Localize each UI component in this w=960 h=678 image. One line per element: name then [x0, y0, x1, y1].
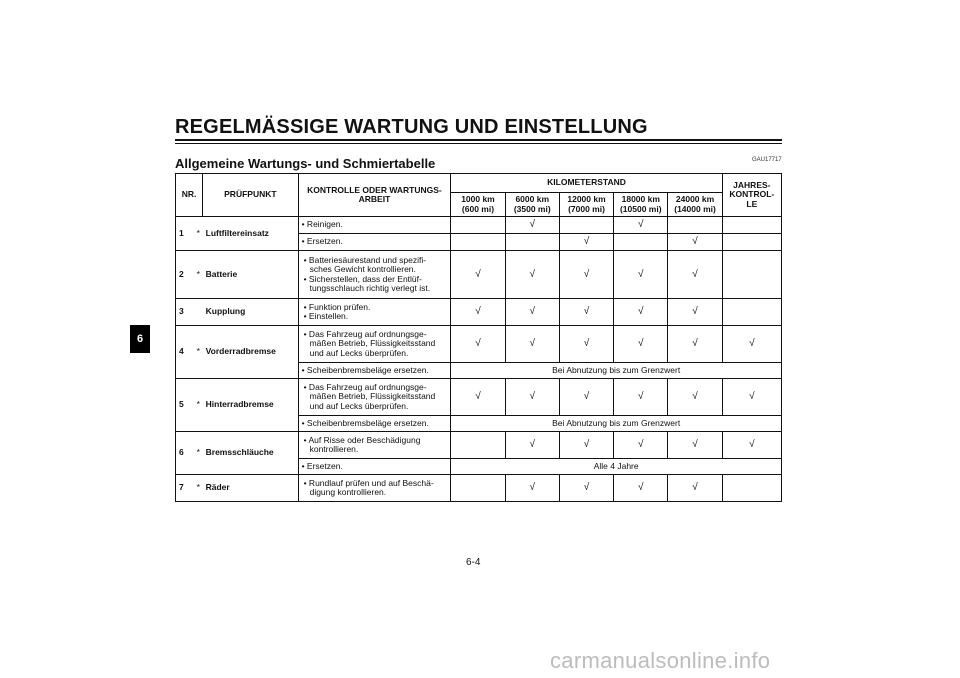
header-km-2: 6000 km (3500 mi) [505, 193, 559, 217]
check-cell: √ [614, 326, 668, 363]
chapter-tab: 6 [130, 325, 150, 353]
header-work [298, 174, 451, 217]
table-row [176, 251, 782, 299]
row-work: • Rundlauf prüfen und auf Beschä- digung kontrollieren. [298, 475, 451, 502]
check-cell: √ [722, 326, 781, 363]
row-star: * [194, 217, 203, 251]
check-cell: √ [559, 432, 613, 459]
header-nr: NR. [176, 174, 203, 217]
row-work: • Auf Risse oder Beschädigung kontrollieren. [298, 432, 451, 459]
row-work: • Das Fahrzeug auf ordnungsge- mäßen Betrieb, Flüssigkeitsstand und auf Lecks überprüfen. [298, 326, 451, 363]
check-cell: √ [451, 326, 505, 363]
check-cell [722, 234, 781, 251]
check-cell: √ [668, 432, 722, 459]
check-cell [559, 217, 613, 234]
check-cell [722, 251, 781, 299]
check-cell [722, 217, 781, 234]
check-cell: √ [668, 326, 722, 363]
row-number: 5 [176, 379, 194, 432]
check-cell: √ [559, 326, 613, 363]
row-work: • Batteriesäurestand und spezifi- sches Gewicht kontrollieren. • Sicherstellen, dass der Entlüf- tungsschlauch richtig verlegt ist. [298, 251, 451, 299]
check-cell: √ [614, 217, 668, 234]
row-work: • Das Fahrzeug auf ordnungsge- mäßen Betrieb, Flüssigkeitsstand und auf Lecks überprüfen. [298, 379, 451, 416]
watermark: carmanualsonline.info [550, 648, 771, 673]
row-work: • Scheibenbremsbeläge ersetzen. [298, 363, 451, 379]
check-cell: √ [668, 475, 722, 502]
row-item: Vorderradbremse [203, 326, 298, 379]
section-title: Allgemeine Wartungs- und Schmiertabelle [175, 156, 436, 171]
check-cell: √ [505, 299, 559, 326]
check-cell [451, 432, 505, 459]
check-cell [451, 234, 505, 251]
table-row [176, 326, 782, 363]
check-cell: √ [614, 432, 668, 459]
check-cell: √ [505, 217, 559, 234]
title-rule [175, 139, 782, 144]
check-cell: √ [614, 379, 668, 416]
check-cell: √ [559, 379, 613, 416]
check-cell [668, 217, 722, 234]
check-cell: √ [668, 379, 722, 416]
header-work-line1: KONTROLLE ODER WARTUNGS- [307, 184, 442, 195]
header-km-4: 18000 km (10500 mi) [614, 193, 668, 217]
row-star: * [194, 432, 203, 475]
check-cell: √ [559, 299, 613, 326]
check-cell: √ [451, 299, 505, 326]
page-title: REGELMÄSSIGE WARTUNG UND EINSTELLUNG [175, 116, 648, 138]
check-cell: √ [722, 379, 781, 416]
table-header-row [176, 174, 782, 193]
row-item: Bremsschläuche [203, 432, 298, 475]
reference-code: GAU17717 [752, 157, 782, 163]
row-star: * [194, 251, 203, 299]
check-cell: √ [668, 299, 722, 326]
row-number: 4 [176, 326, 194, 379]
check-cell: √ [668, 251, 722, 299]
row-star: * [194, 379, 203, 432]
row-work: • Funktion prüfen. • Einstellen. [298, 299, 451, 326]
check-cell [722, 475, 781, 502]
row-work: • Scheibenbremsbeläge ersetzen. [298, 416, 451, 432]
table-row [176, 217, 782, 234]
row-item: Luftfiltereinsatz [203, 217, 298, 251]
table-row [176, 299, 782, 326]
table-row [176, 432, 782, 459]
header-km-3: 12000 km (7000 mi) [559, 193, 613, 217]
row-item: Kupplung [203, 299, 298, 326]
header-km-1: 1000 km (600 mi) [451, 193, 505, 217]
row-work: • Ersetzen. [298, 234, 451, 251]
maintenance-table [175, 173, 782, 502]
header-annual [722, 174, 781, 217]
check-cell: √ [505, 432, 559, 459]
check-cell: √ [505, 379, 559, 416]
row-interval: Alle 4 Jahre [451, 459, 782, 475]
row-star: * [194, 326, 203, 379]
check-cell [451, 217, 505, 234]
check-cell: √ [451, 251, 505, 299]
check-cell: √ [505, 326, 559, 363]
row-number: 6 [176, 432, 194, 475]
check-cell: √ [559, 475, 613, 502]
row-work: • Reinigen. [298, 217, 451, 234]
check-cell: √ [559, 234, 613, 251]
header-annual-line2: KONTROL- [729, 189, 775, 200]
header-work-line2: ARBEIT [358, 194, 391, 205]
check-cell [614, 234, 668, 251]
check-cell: √ [505, 251, 559, 299]
check-cell: √ [614, 475, 668, 502]
check-cell: √ [505, 475, 559, 502]
header-kilometer: KILOMETERSTAND [451, 174, 722, 193]
check-cell: √ [722, 432, 781, 459]
row-item: Batterie [203, 251, 298, 299]
row-work: • Ersetzen. [298, 459, 451, 475]
row-item: Räder [203, 475, 298, 502]
row-number: 3 [176, 299, 194, 326]
row-number: 1 [176, 217, 194, 251]
header-annual-line1: JAHRES- [733, 179, 771, 190]
check-cell [451, 475, 505, 502]
row-star: * [194, 475, 203, 502]
row-number: 7 [176, 475, 194, 502]
header-item: PRÜFPUNKT [203, 174, 298, 217]
check-cell: √ [451, 379, 505, 416]
table-row [176, 379, 782, 416]
row-interval: Bei Abnutzung bis zum Grenzwert [451, 416, 782, 432]
check-cell: √ [668, 234, 722, 251]
row-star [194, 299, 203, 326]
row-number: 2 [176, 251, 194, 299]
header-annual-line3: LE [746, 198, 758, 209]
check-cell: √ [559, 251, 613, 299]
header-km-5: 24000 km (14000 mi) [668, 193, 722, 217]
check-cell: √ [614, 251, 668, 299]
table-row [176, 475, 782, 502]
row-item: Hinterradbremse [203, 379, 298, 432]
page-number: 6-4 [466, 557, 481, 568]
check-cell: √ [614, 299, 668, 326]
row-interval: Bei Abnutzung bis zum Grenzwert [451, 363, 782, 379]
check-cell [722, 299, 781, 326]
check-cell [505, 234, 559, 251]
